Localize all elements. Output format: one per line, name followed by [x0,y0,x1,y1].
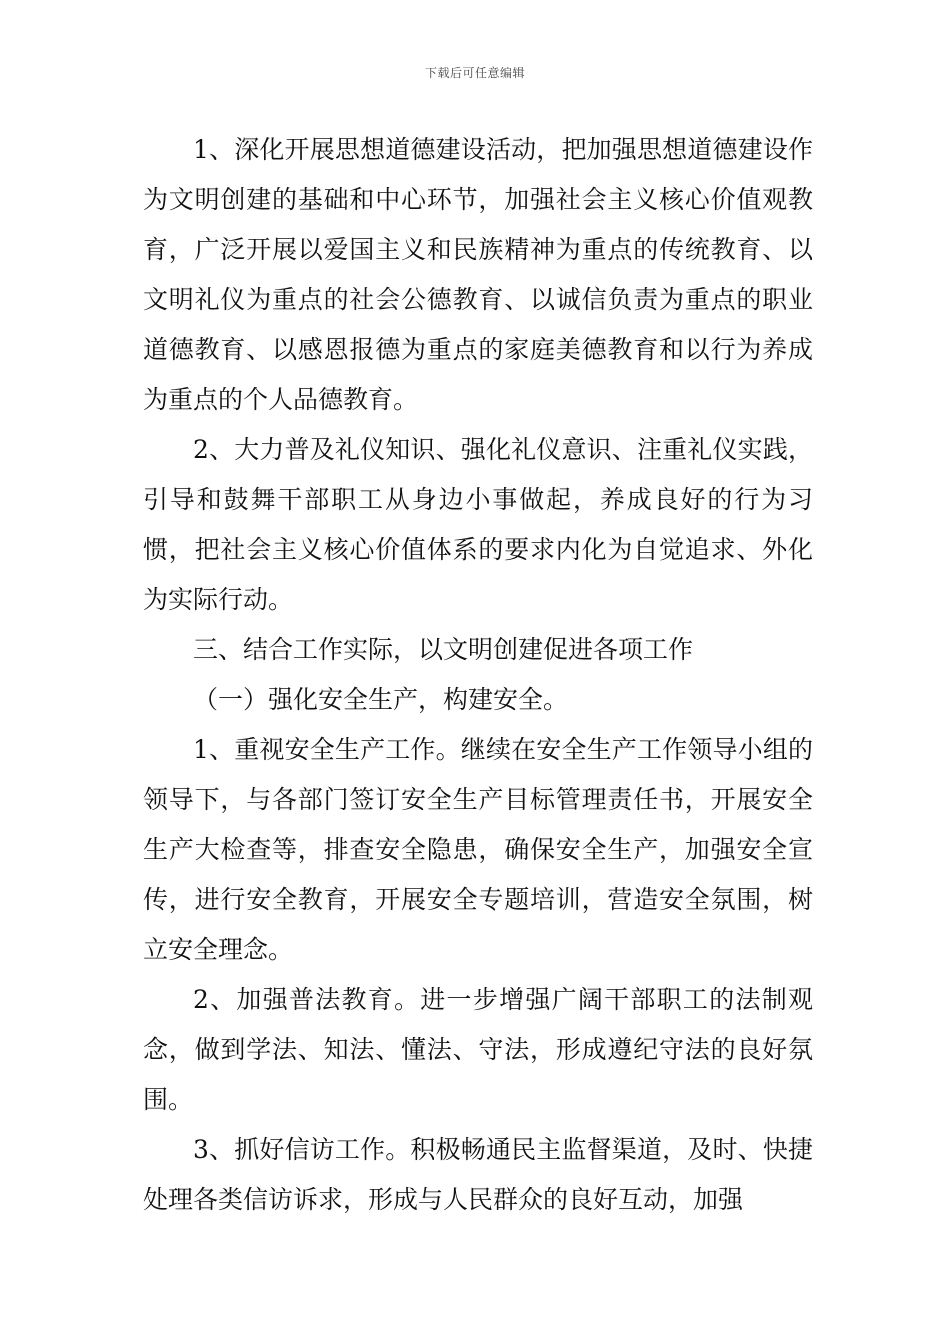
document-body [143,125,813,1225]
subsection-heading-safety: （一）强化安全生产，构建安全。 [193,685,569,714]
paragraph-moral-education: 1、深化开展思想道德建设活动，把加强思想道德建设作为文明创建的基础和中心环节，加强社会主义核心价值观教育，广泛开展以爱国主义和民族精神为重点的传统教育、以文明礼仪为重点的社会公德教育、以诚信负责为重点的职业道德教育、以感恩报德为重点的家庭美德教育和以行为养成为重点的个人品德教育。 [143,135,813,414]
section-heading-three: 三、结合工作实际，以文明创建促进各项工作 [193,635,694,664]
paragraph-safety-production: 1、重视安全生产工作。继续在安全生产工作领导小组的领导下，与各部门签订安全生产目标管理责任书，开展安全生产大检查等，排查安全隐患，确保安全生产，加强安全宣传，进行安全教育，开展安全专题培训，营造安全氛围，树立安全理念。 [143,735,813,964]
page-header-note: 下载后可任意编辑 [424,66,525,80]
paragraph-etiquette: 2、大力普及礼仪知识、强化礼仪意识、注重礼仪实践，引导和鼓舞干部职工从身边小事做起，养成良好的行为习惯，把社会主义核心价值体系的要求内化为自觉追求、外化为实际行动。 [143,435,813,614]
paragraph-legal-education: 2、加强普法教育。进一步增强广阔干部职工的法制观念，做到学法、知法、懂法、守法，形成遵纪守法的良好氛围。 [143,985,813,1114]
paragraph-petition-work: 3、抓好信访工作。积极畅通民主监督渠道，及时、快捷处理各类信访诉求，形成与人民群众的良好互动，加强 [143,1135,813,1214]
